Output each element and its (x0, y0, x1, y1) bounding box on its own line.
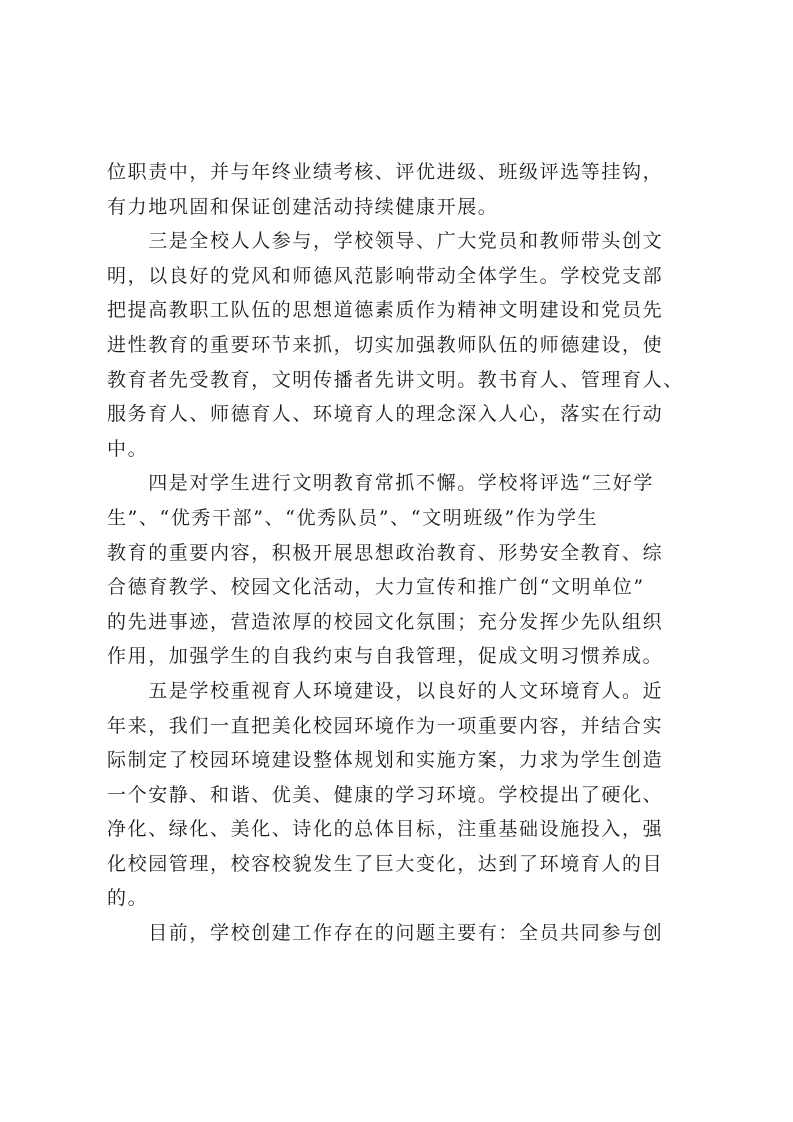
text-line: 教育者先受教育，文明传播者先讲文明。教书育人、管理育人、 (107, 368, 684, 391)
document-body (107, 155, 687, 951)
text-line: 有力地巩固和保证创建活动持续健康开展。 (107, 195, 499, 218)
text-line: 五是学校重视育人环境建设，以良好的人文环境育人。近 (107, 679, 664, 702)
text-line: 进性教育的重要环节来抓，切实加强教师队伍的师德建设，使 (107, 333, 664, 356)
text-line: 把提高教职工队伍的思想道德素质作为精神文明建设和党员先 (107, 299, 664, 322)
text-line: 位职责中，并与年终业绩考核、评优进级、班级评选等挂钩， (107, 161, 664, 183)
text-line: 合德育教学、校园文化活动，大力宣传和推广创“文明单位” (107, 576, 645, 599)
text-line: 目前，学校创建工作存在的问题主要有：全员共同参与创 (107, 922, 664, 945)
text-line: 服务育人、师德育人、环境育人的理念深入人心，落实在行动 (107, 403, 664, 426)
text-line: 教育的重要内容，积极开展思想政治教育、形势安全教育、综 (107, 541, 664, 564)
text-line: 四是对学生进行文明教育常抓不懈。学校将评选“三好学 (107, 472, 654, 495)
text-line: 生”、“优秀干部”、“优秀队员”、“文明班级”作为学生 (107, 506, 599, 529)
text-line: 年来，我们一直把美化校园环境作为一项重要内容，并结合实 (107, 714, 664, 737)
text-line: 的。 (107, 887, 149, 910)
text-line: 化校园管理，校容校貌发生了巨大变化，达到了环境育人的目 (107, 852, 664, 875)
text-line: 净化、绿化、美化、诗化的总体目标，注重基础设施投入，强 (107, 818, 664, 841)
text-line: 明，以良好的党风和师德风范影响带动全体学生。学校党支部 (107, 264, 664, 287)
text-line: 三是全校人人参与，学校领导、广大党员和教师带头创文 (107, 230, 664, 253)
text-line: 际制定了校园环境建设整体规划和实施方案，力求为学生创造 (107, 749, 664, 772)
text-line: 一个安静、和谐、优美、健康的学习环境。学校提出了硬化、 (107, 783, 664, 806)
text-line: 作用，加强学生的自我约束与自我管理，促成文明习惯养成。 (107, 645, 664, 668)
text-line: 中。 (107, 437, 149, 460)
text-line: 的先进事迹，营造浓厚的校园文化氛围；充分发挥少先队组织 (107, 610, 664, 633)
